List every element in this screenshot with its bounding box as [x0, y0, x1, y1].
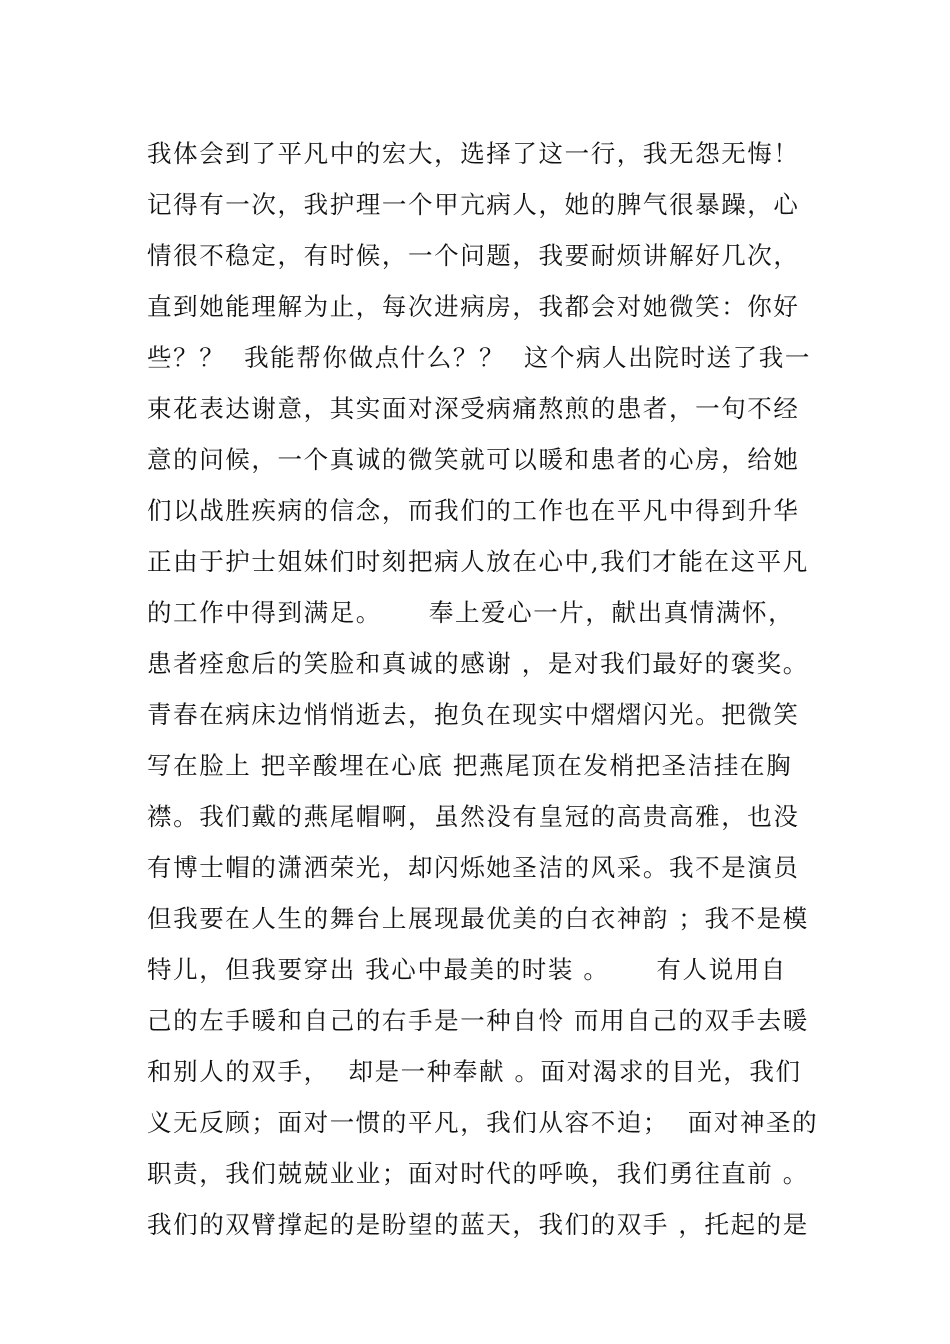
text-line: 情很不稳定，有时候，一个问题，我要耐烦讲解好几次，	[147, 241, 800, 270]
text-line: 直到她能理解为止，每次进病房，我都会对她微笑：你好	[147, 292, 800, 321]
text-line: 些？？ 我能帮你做点什么？？ 这个病人出院时送了我一	[147, 343, 811, 372]
text-line: 但我要在人生的舞台上展现最优美的白衣神韵 ；我不是模	[147, 904, 809, 933]
text-line: 有博士帽的潇洒荣光，却闪烁她圣洁的风采。我不是演员	[147, 853, 800, 882]
text-line: 记得有一次，我护理一个甲亢病人，她的脾气很暴躁，心	[147, 190, 800, 219]
text-line: 我们的双臂撑起的是盼望的蓝天，我们的双手 ，托起的是	[147, 1210, 809, 1239]
text-line: 正由于护士姐妹们时刻把病人放在心中,我们才能在这平凡	[147, 547, 809, 576]
text-line: 意的问候，一个真诚的微笑就可以暖和患者的心房，给她	[147, 445, 800, 474]
text-line: 束花表达谢意，其实面对深受病痛熬煎的患者，一句不经	[147, 394, 800, 423]
text-line: 己的左手暖和自己的右手是一种自怜 而用自己的双手去暖	[147, 1006, 809, 1035]
text-line: 青春在病床边悄悄逝去，抱负在现实中熠熠闪光。把微笑	[147, 700, 800, 729]
text-line: 襟。我们戴的燕尾帽啊，虽然没有皇冠的高贵高雅，也没	[147, 802, 800, 831]
text-line: 职责，我们兢兢业业；面对时代的呼唤，我们勇往直前 。	[147, 1159, 809, 1188]
text-line: 写在脸上 把辛酸埋在心底 把燕尾顶在发梢把圣洁挂在胸	[147, 751, 793, 780]
text-line: 的工作中得到满足。 奉上爱心一片，献出真情满怀，	[147, 598, 795, 627]
text-line: 患者痊愈后的笑脸和真诚的感谢 ，是对我们最好的褒奖。	[147, 649, 809, 678]
text-line: 们以战胜疾病的信念，而我们的工作也在平凡中得到升华	[147, 496, 800, 525]
body-text	[147, 128, 817, 1250]
text-line: 和别人的双手， 却是一种奉献 。面对渴求的目光，我们	[147, 1057, 802, 1086]
text-line: 义无反顾；面对一惯的平凡，我们从容不迫； 面对神圣的	[147, 1108, 819, 1137]
text-line: 特儿，但我要穿出 我心中最美的时装 。 有人说用自	[147, 955, 787, 984]
text-line: 我体会到了平凡中的宏大，选择了这一行，我无怨无悔！	[147, 139, 800, 168]
